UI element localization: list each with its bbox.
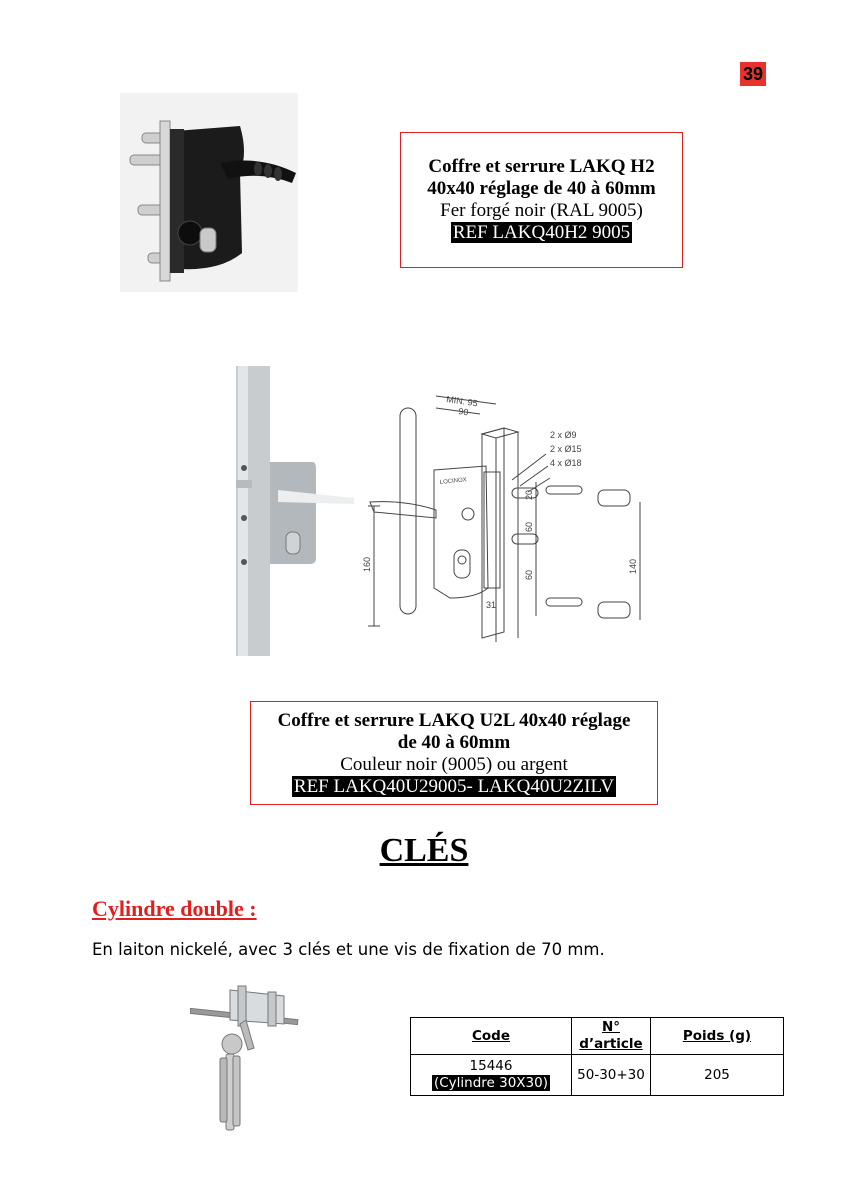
cell-weight: 205 xyxy=(651,1055,784,1096)
cell-article: 50-30+30 xyxy=(572,1055,651,1096)
dim-90-label: 90 xyxy=(457,406,470,418)
dim-31-label: 31 xyxy=(486,600,497,610)
cylinder-spec-table xyxy=(410,1017,784,1096)
holes-18-label: 4 x Ø18 xyxy=(550,458,582,468)
product-2-finish: Couleur noir (9005) ou argent xyxy=(340,754,568,775)
table-header-row xyxy=(411,1018,784,1055)
product-1-title-line2: 40x40 réglage de 40 à 60mm xyxy=(427,178,656,199)
dim-140-label: 140 xyxy=(628,558,638,574)
header-weight: Poids (g) xyxy=(651,1018,784,1055)
product-2-info-box xyxy=(250,701,658,805)
diagram-brand: LOCINOX xyxy=(439,477,468,486)
cell-code-note: (Cylindre 30X30) xyxy=(433,1075,549,1091)
cell-code xyxy=(411,1055,572,1096)
dim-20-label: 20 xyxy=(524,489,534,500)
header-code: Code xyxy=(411,1018,572,1055)
header-article: N° d’article xyxy=(572,1018,651,1055)
product-1-ref: REF LAKQ40H2 9005 xyxy=(452,222,631,243)
lock-u2l-technical-drawing xyxy=(236,362,654,658)
section-title: CLÉS xyxy=(379,832,469,869)
cell-code-value: 15446 xyxy=(469,1058,513,1074)
table-row xyxy=(411,1055,784,1096)
product-2-ref: REF LAKQ40U29005- LAKQ40U2ZILV xyxy=(293,776,615,797)
dim-60a-label: 60 xyxy=(524,521,534,532)
dim-60b-label: 60 xyxy=(524,569,534,580)
holes-15-label: 2 x Ø15 xyxy=(550,444,582,454)
lock-h2-photo xyxy=(120,93,298,292)
holes-9-label: 2 x Ø9 xyxy=(550,430,577,440)
section-description: En laiton nickelé, avec 3 clés et une vis de fixation de 70 mm. xyxy=(92,940,605,959)
section-subtitle: Cylindre double : xyxy=(92,896,257,921)
dim-min-label: MIN. 95 xyxy=(445,394,479,409)
product-1-info-box xyxy=(400,132,683,268)
product-1-title-line1: Coffre et serrure LAKQ H2 xyxy=(428,156,655,177)
page-number: 39 xyxy=(740,62,766,86)
double-cylinder-photo xyxy=(190,970,300,1140)
product-2-title-line1: Coffre et serrure LAKQ U2L 40x40 réglage xyxy=(277,710,631,731)
dim-160-label: 160 xyxy=(362,556,372,572)
product-2-title-line2: de 40 à 60mm xyxy=(397,732,511,753)
product-1-finish: Fer forgé noir (RAL 9005) xyxy=(440,200,643,221)
